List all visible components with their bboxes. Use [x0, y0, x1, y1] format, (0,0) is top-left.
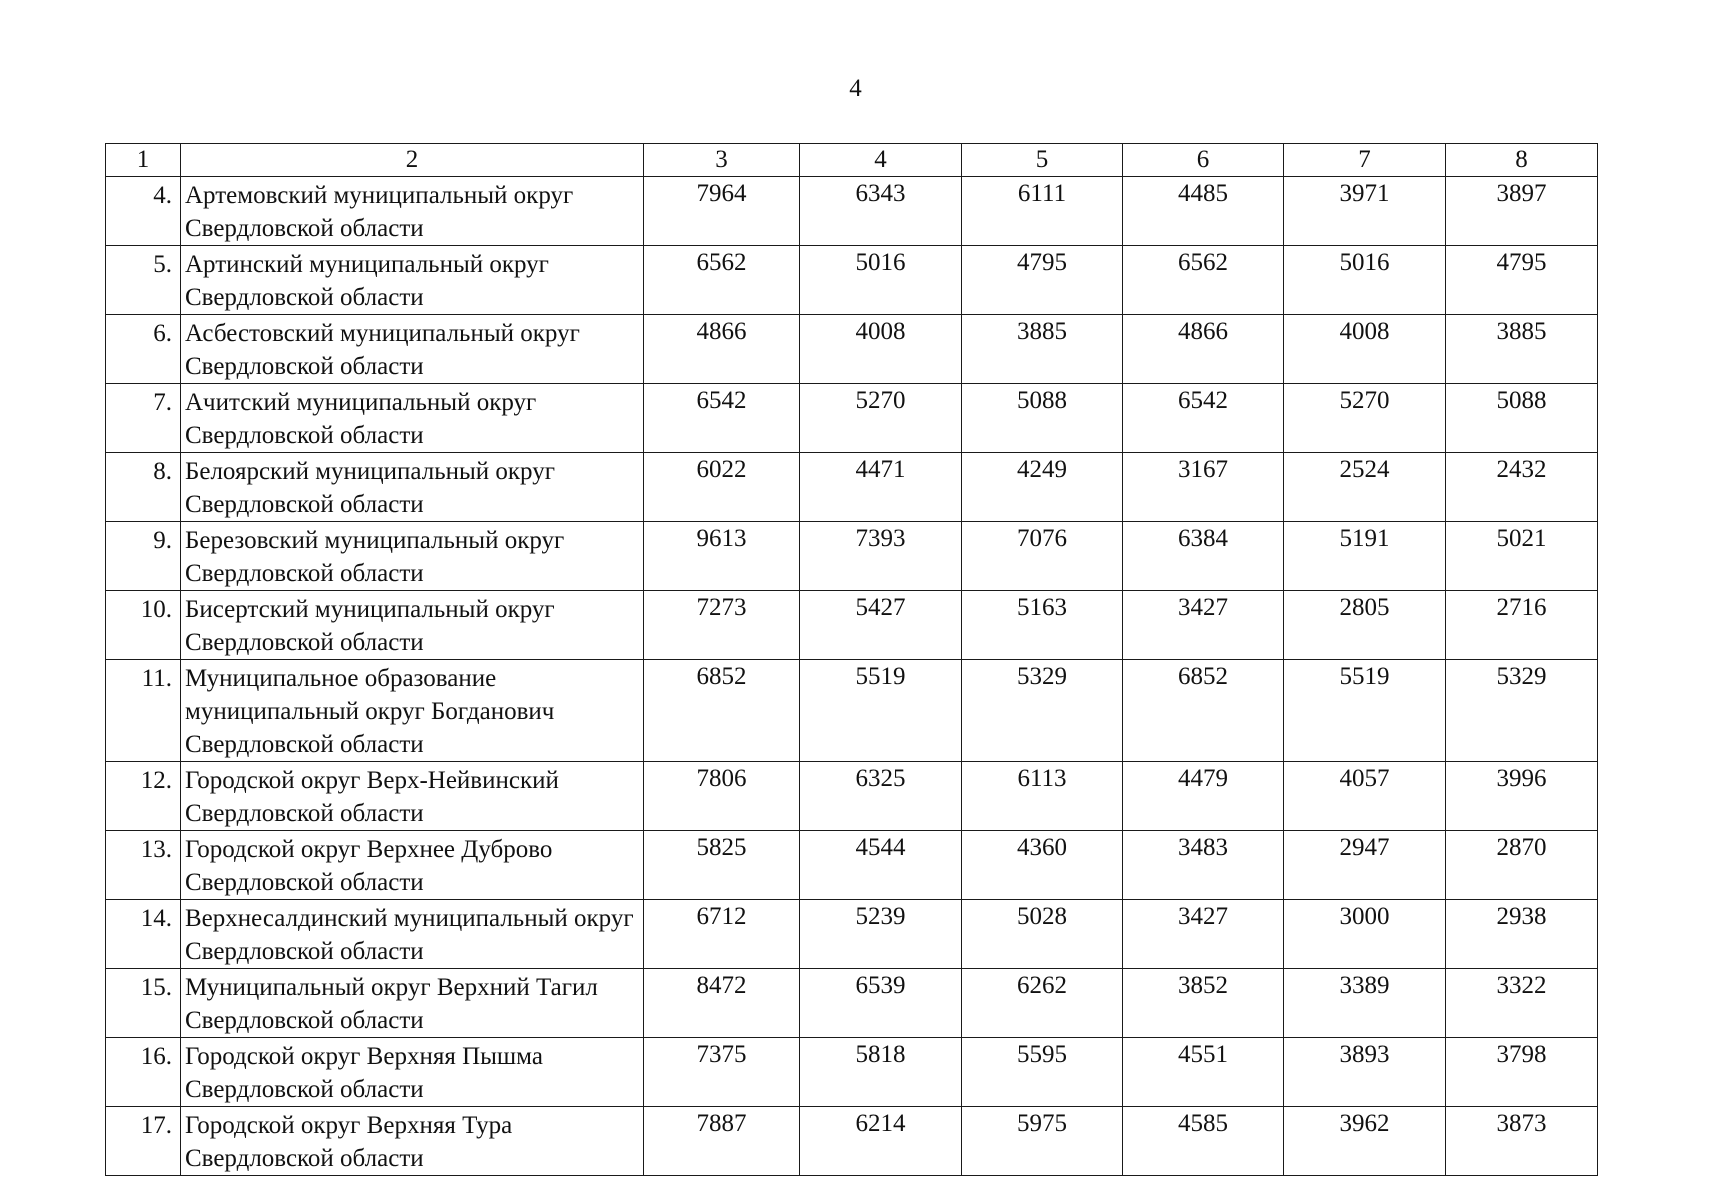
- value-cell: 6214: [800, 1107, 962, 1176]
- municipality-name: Белоярский муниципальный округ Свердловской области: [181, 453, 644, 522]
- value-cell: 3483: [1123, 831, 1284, 900]
- value-cell: 7887: [644, 1107, 800, 1176]
- header-cell: 4: [800, 144, 962, 177]
- value-cell: 7393: [800, 522, 962, 591]
- value-cell: 5016: [800, 246, 962, 315]
- header-cell: 3: [644, 144, 800, 177]
- value-cell: 6542: [1123, 384, 1284, 453]
- page-number: 4: [849, 75, 862, 102]
- value-cell: 4795: [1446, 246, 1598, 315]
- value-cell: 5163: [962, 591, 1123, 660]
- value-cell: 3962: [1284, 1107, 1446, 1176]
- table-row: [106, 900, 1598, 969]
- value-cell: 3893: [1284, 1038, 1446, 1107]
- value-cell: 6562: [644, 246, 800, 315]
- municipality-name: Ачитский муниципальный округ Свердловской области: [181, 384, 644, 453]
- value-cell: 3885: [962, 315, 1123, 384]
- table-row: [106, 522, 1598, 591]
- value-cell: 5028: [962, 900, 1123, 969]
- value-cell: 2870: [1446, 831, 1598, 900]
- value-cell: 4866: [1123, 315, 1284, 384]
- value-cell: 4866: [644, 315, 800, 384]
- value-cell: 3389: [1284, 969, 1446, 1038]
- value-cell: 4008: [1284, 315, 1446, 384]
- value-cell: 3427: [1123, 900, 1284, 969]
- table-row: [106, 315, 1598, 384]
- municipality-name: Артемовский муниципальный округ Свердловской области: [181, 177, 644, 246]
- row-number: 13.: [106, 831, 181, 900]
- header-cell: 6: [1123, 144, 1284, 177]
- table-row: [106, 831, 1598, 900]
- row-number: 16.: [106, 1038, 181, 1107]
- value-cell: 6539: [800, 969, 962, 1038]
- row-number: 14.: [106, 900, 181, 969]
- value-cell: 2716: [1446, 591, 1598, 660]
- municipality-name: Муниципальное образование муниципальный округ Богданович Свердловской области: [181, 660, 644, 762]
- row-number: 7.: [106, 384, 181, 453]
- header-cell: 2: [181, 144, 644, 177]
- value-cell: 5270: [800, 384, 962, 453]
- table-row: [106, 384, 1598, 453]
- value-cell: 7806: [644, 762, 800, 831]
- value-cell: 4544: [800, 831, 962, 900]
- value-cell: 7375: [644, 1038, 800, 1107]
- row-number: 5.: [106, 246, 181, 315]
- value-cell: 3167: [1123, 453, 1284, 522]
- value-cell: 8472: [644, 969, 800, 1038]
- value-cell: 2524: [1284, 453, 1446, 522]
- value-cell: 5329: [962, 660, 1123, 762]
- value-cell: 4585: [1123, 1107, 1284, 1176]
- value-cell: 3971: [1284, 177, 1446, 246]
- value-cell: 6022: [644, 453, 800, 522]
- value-cell: 7076: [962, 522, 1123, 591]
- value-cell: 5016: [1284, 246, 1446, 315]
- value-cell: 4008: [800, 315, 962, 384]
- municipality-name: Асбестовский муниципальный округ Свердловской области: [181, 315, 644, 384]
- value-cell: 3322: [1446, 969, 1598, 1038]
- value-cell: 2947: [1284, 831, 1446, 900]
- value-cell: 6262: [962, 969, 1123, 1038]
- value-cell: 5519: [1284, 660, 1446, 762]
- municipality-name: Городской округ Верхнее Дуброво Свердловской области: [181, 831, 644, 900]
- value-cell: 3885: [1446, 315, 1598, 384]
- value-cell: 2938: [1446, 900, 1598, 969]
- value-cell: 4551: [1123, 1038, 1284, 1107]
- value-cell: 3873: [1446, 1107, 1598, 1176]
- row-number: 10.: [106, 591, 181, 660]
- header-cell: 7: [1284, 144, 1446, 177]
- value-cell: 5239: [800, 900, 962, 969]
- value-cell: 5975: [962, 1107, 1123, 1176]
- row-number: 6.: [106, 315, 181, 384]
- municipality-name: Березовский муниципальный округ Свердловской области: [181, 522, 644, 591]
- value-cell: 4057: [1284, 762, 1446, 831]
- row-number: 8.: [106, 453, 181, 522]
- table-row: [106, 660, 1598, 762]
- municipality-name: Городской округ Верх-Нейвинский Свердловской области: [181, 762, 644, 831]
- value-cell: 6712: [644, 900, 800, 969]
- value-cell: 4795: [962, 246, 1123, 315]
- value-cell: 5427: [800, 591, 962, 660]
- table-row: [106, 762, 1598, 831]
- value-cell: 3427: [1123, 591, 1284, 660]
- value-cell: 7964: [644, 177, 800, 246]
- value-cell: 4360: [962, 831, 1123, 900]
- row-number: 11.: [106, 660, 181, 762]
- municipality-name: Артинский муниципальный округ Свердловской области: [181, 246, 644, 315]
- value-cell: 2805: [1284, 591, 1446, 660]
- value-cell: 4471: [800, 453, 962, 522]
- value-cell: 6852: [1123, 660, 1284, 762]
- value-cell: 7273: [644, 591, 800, 660]
- value-cell: 3000: [1284, 900, 1446, 969]
- value-cell: 3996: [1446, 762, 1598, 831]
- municipality-name: Городской округ Верхняя Тура Свердловской области: [181, 1107, 644, 1176]
- header-row: [106, 144, 1598, 177]
- value-cell: 3897: [1446, 177, 1598, 246]
- header-cell: 8: [1446, 144, 1598, 177]
- municipality-name: Верхнесалдинский муниципальный округ Свердловской области: [181, 900, 644, 969]
- value-cell: 5519: [800, 660, 962, 762]
- value-cell: 6542: [644, 384, 800, 453]
- row-number: 4.: [106, 177, 181, 246]
- value-cell: 6113: [962, 762, 1123, 831]
- value-cell: 3852: [1123, 969, 1284, 1038]
- table-row: [106, 1038, 1598, 1107]
- value-cell: 5021: [1446, 522, 1598, 591]
- table-row: [106, 177, 1598, 246]
- value-cell: 4485: [1123, 177, 1284, 246]
- row-number: 9.: [106, 522, 181, 591]
- value-cell: 5595: [962, 1038, 1123, 1107]
- value-cell: 6343: [800, 177, 962, 246]
- value-cell: 5825: [644, 831, 800, 900]
- municipality-name: Городской округ Верхняя Пышма Свердловской области: [181, 1038, 644, 1107]
- municipality-name: Бисертский муниципальный округ Свердловской области: [181, 591, 644, 660]
- value-cell: 5088: [962, 384, 1123, 453]
- value-cell: 4479: [1123, 762, 1284, 831]
- municipality-name: Муниципальный округ Верхний Тагил Свердловской области: [181, 969, 644, 1038]
- value-cell: 6852: [644, 660, 800, 762]
- row-number: 12.: [106, 762, 181, 831]
- value-cell: 3798: [1446, 1038, 1598, 1107]
- value-cell: 5088: [1446, 384, 1598, 453]
- header-cell: 1: [106, 144, 181, 177]
- data-table: [105, 143, 1598, 1176]
- value-cell: 6325: [800, 762, 962, 831]
- value-cell: 6562: [1123, 246, 1284, 315]
- row-number: 15.: [106, 969, 181, 1038]
- value-cell: 9613: [644, 522, 800, 591]
- value-cell: 5818: [800, 1038, 962, 1107]
- value-cell: 5270: [1284, 384, 1446, 453]
- value-cell: 6111: [962, 177, 1123, 246]
- table-row: [106, 453, 1598, 522]
- header-cell: 5: [962, 144, 1123, 177]
- value-cell: 2432: [1446, 453, 1598, 522]
- value-cell: 5329: [1446, 660, 1598, 762]
- value-cell: 5191: [1284, 522, 1446, 591]
- table-row: [106, 591, 1598, 660]
- value-cell: 4249: [962, 453, 1123, 522]
- table-row: [106, 969, 1598, 1038]
- table-row: [106, 246, 1598, 315]
- table-row: [106, 1107, 1598, 1176]
- row-number: 17.: [106, 1107, 181, 1176]
- value-cell: 6384: [1123, 522, 1284, 591]
